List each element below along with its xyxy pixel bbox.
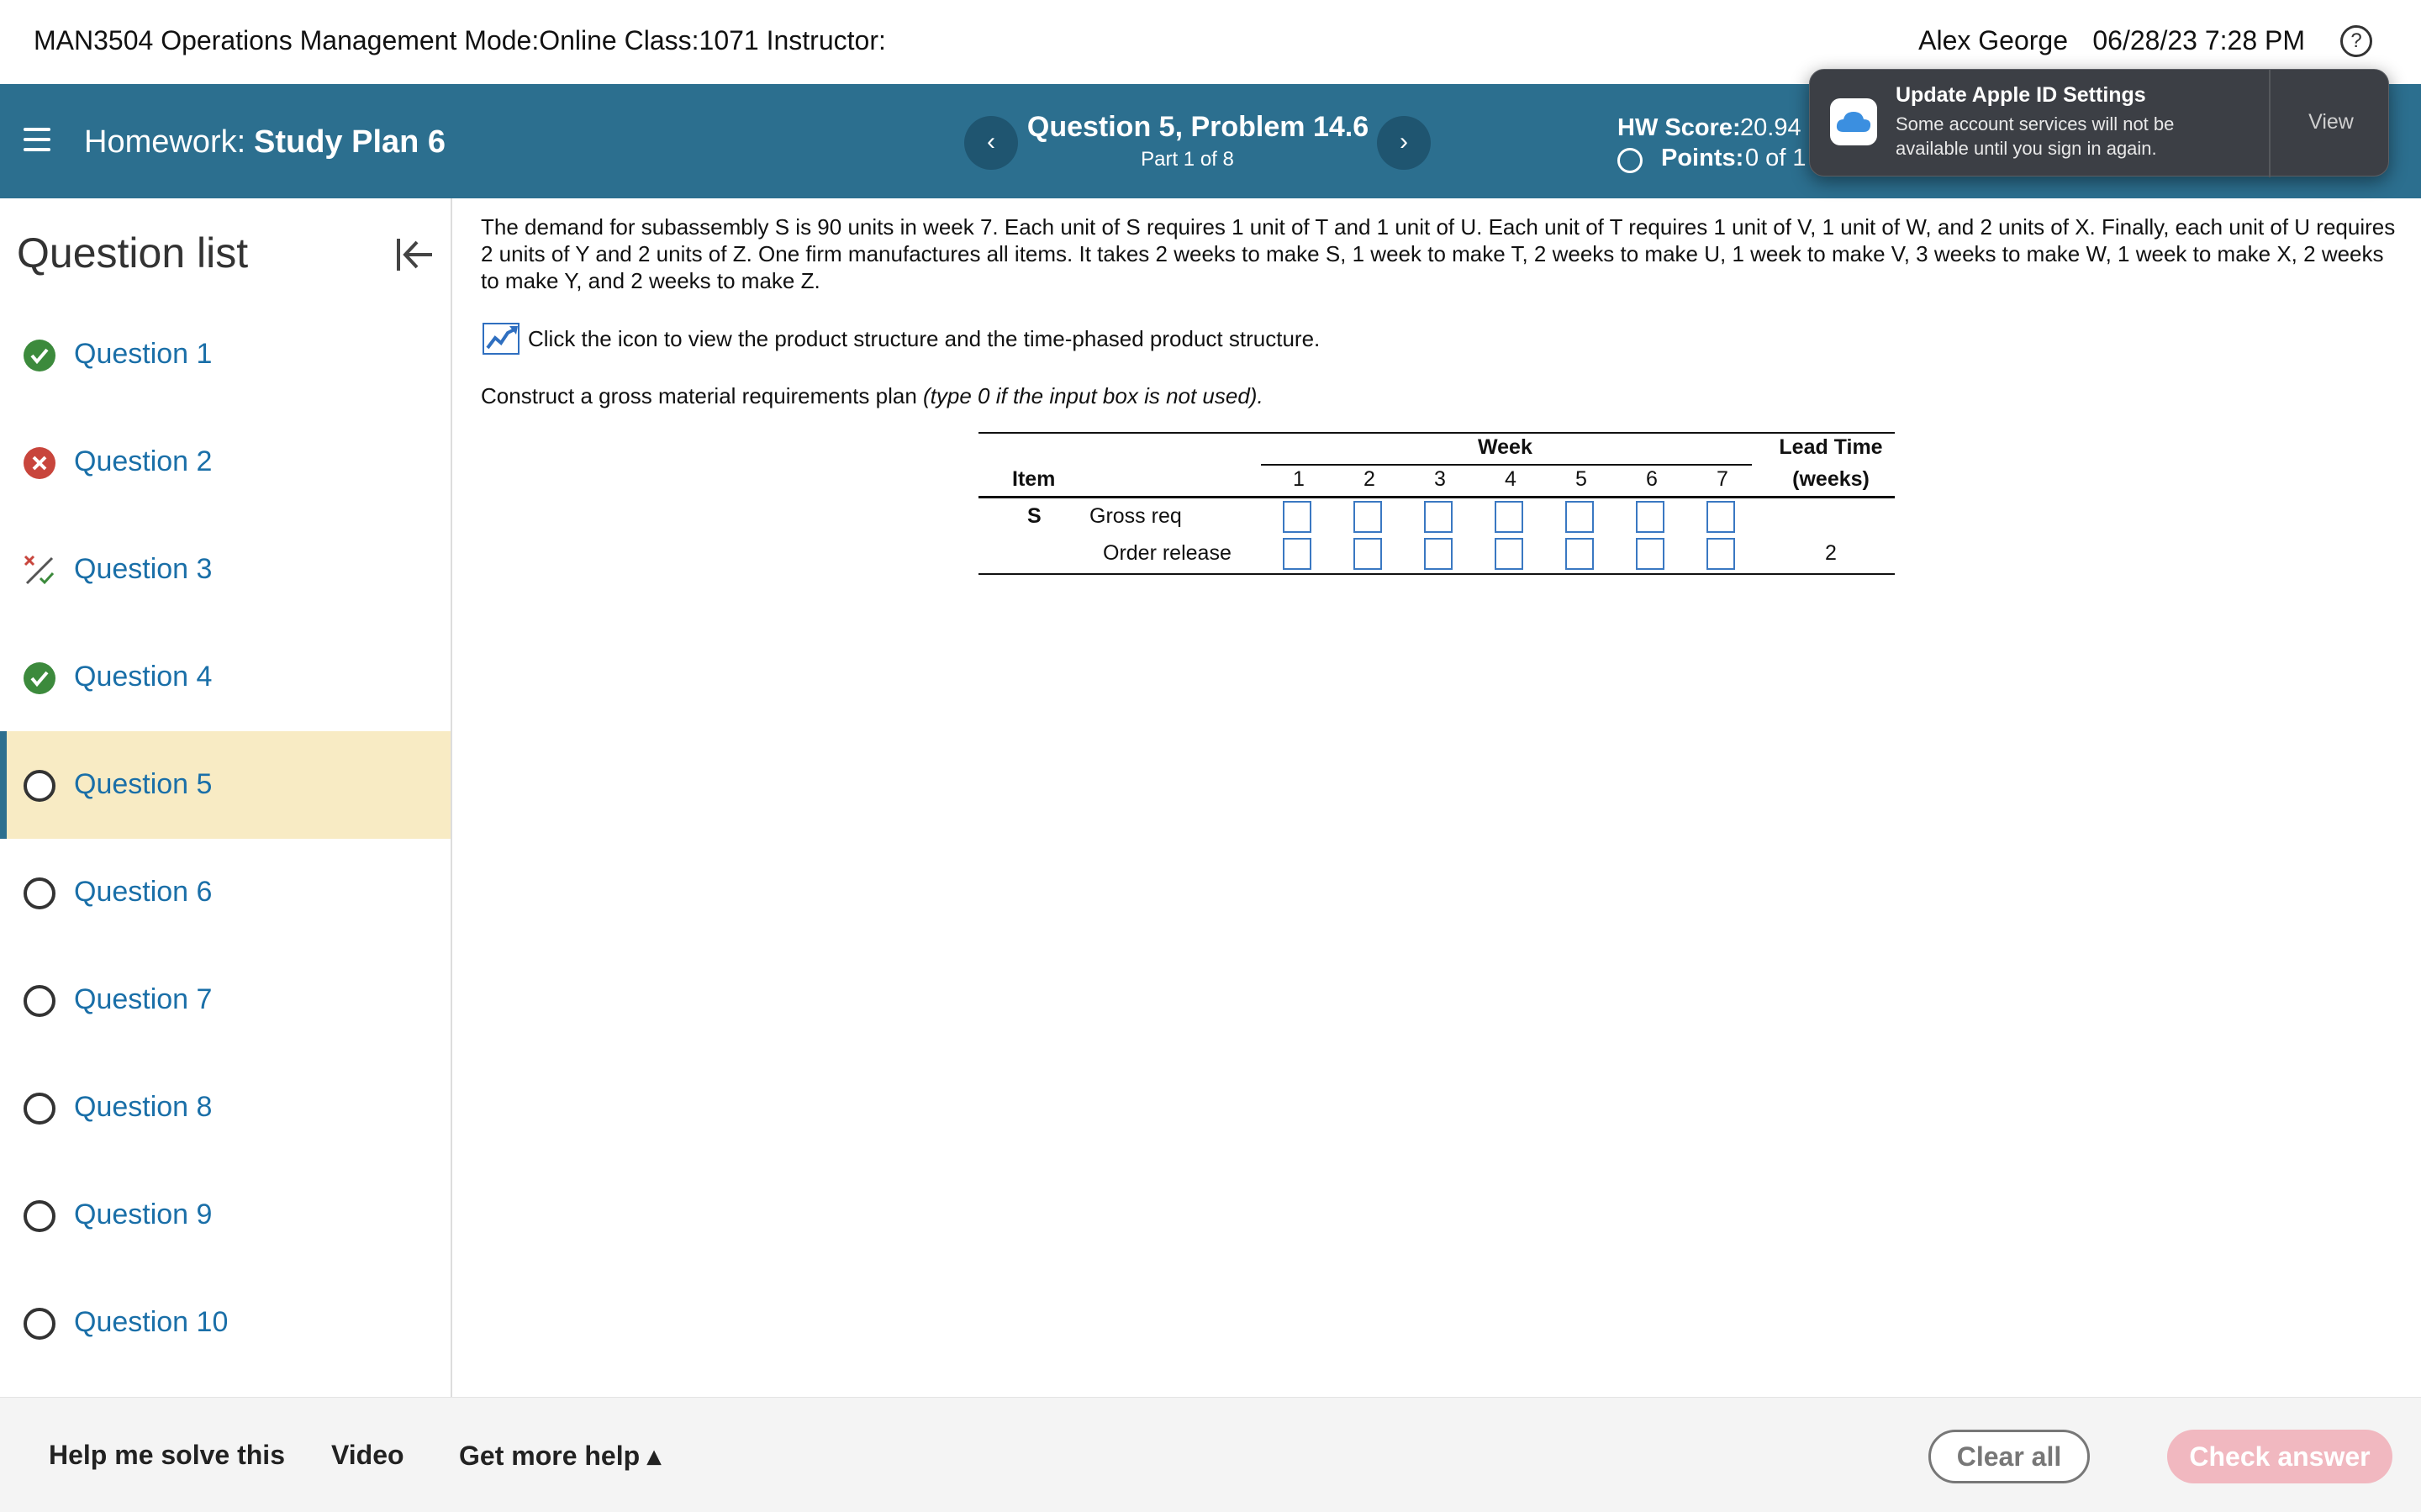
points-value: 0 of 1 — [1745, 145, 1807, 171]
week-number: 4 — [1505, 467, 1516, 491]
question-label: Question 5 — [74, 768, 213, 800]
week-number: 2 — [1363, 467, 1375, 491]
order-release-week-7-input[interactable] — [1706, 538, 1735, 570]
week-number: 3 — [1434, 467, 1446, 491]
lead-time-value: 2 — [1825, 541, 1837, 565]
order-release-week-3-input[interactable] — [1424, 538, 1453, 570]
collapse-sidebar-icon[interactable] — [393, 234, 435, 276]
question-label: Question 9 — [74, 1199, 213, 1230]
question-item-10[interactable] — [0, 1269, 451, 1377]
incorrect-x-icon — [24, 447, 55, 479]
homework-prefix: Homework: — [84, 124, 246, 160]
lead-time-weeks-header: (weeks) — [1792, 467, 1870, 491]
order-release-week-6-input[interactable] — [1636, 538, 1664, 570]
order-release-week-2-input[interactable] — [1353, 538, 1382, 570]
order-release-label: Order release — [1103, 541, 1232, 565]
gross-req-week-1-input[interactable] — [1283, 501, 1311, 533]
notification-body: Some account services will not be available until you sign in again. — [1896, 113, 2175, 159]
question-label: Question 6 — [74, 876, 213, 908]
question-item-1[interactable] — [0, 301, 451, 408]
hw-score-value: 20.94 — [1740, 114, 1801, 141]
question-item-8[interactable] — [0, 1054, 451, 1162]
next-question-button[interactable]: › — [1377, 116, 1431, 170]
problem-statement: The demand for subassembly S is 90 units in week 7. Each unit of S requires 1 unit of T and 1 unit of U. Each unit of T requires 1 unit of V, 1 unit of W, and 2 units of X. Finally, each unit of U requires 2 units of Y and 2 units of Z. One firm manufactures all items. It takes 2 weeks to make S, 1 week to make T, 2 weeks to make U, 1 week to make V, 3 weeks to make W, 1 week to make X, 2 weeks to make Y, and 2 weeks to make Z. — [481, 214, 2396, 293]
notification-divider — [2269, 70, 2271, 177]
question-list-title: Question list — [17, 229, 249, 277]
datetime: 06/28/23 7:28 PM — [2092, 25, 2305, 55]
gross-req-week-3-input[interactable] — [1424, 501, 1453, 533]
open-circle-icon — [24, 985, 55, 1017]
question-title: Question 5, Problem 14.6 — [1026, 111, 1369, 143]
gross-req-week-7-input[interactable] — [1706, 501, 1735, 533]
help-icon[interactable]: ? — [2340, 25, 2372, 57]
bottom-action-bar — [0, 1397, 2421, 1512]
product-structure-link-text: Click the icon to view the product structure and the time-phased product structure. — [528, 326, 1321, 351]
order-release-week-1-input[interactable] — [1283, 538, 1311, 570]
video-button[interactable]: Video — [331, 1440, 404, 1470]
notification-title: Update Apple ID Settings — [1896, 83, 2146, 107]
correct-check-icon — [24, 340, 55, 371]
gross-req-label: Gross req — [1089, 504, 1182, 528]
question-content — [454, 198, 2421, 1397]
table-bottom-rule — [978, 573, 1895, 575]
gross-req-week-5-input[interactable] — [1565, 501, 1594, 533]
item-header: Item — [1012, 467, 1056, 491]
question-label: Question 7 — [74, 983, 213, 1015]
question-label: Question 4 — [74, 661, 213, 693]
construct-hint: (type 0 if the input box is not used). — [923, 383, 1263, 408]
menu-icon[interactable] — [24, 128, 50, 151]
week-number: 5 — [1575, 467, 1587, 491]
item-s: S — [1027, 504, 1042, 528]
previous-question-button[interactable]: ‹ — [964, 116, 1018, 170]
construct-text: Construct a gross material requirements plan — [481, 383, 917, 408]
question-item-7[interactable] — [0, 946, 451, 1054]
question-label: Question 1 — [74, 338, 213, 370]
course-title: MAN3504 Operations Management Mode:Online Class:1071 Instructor: — [34, 25, 886, 55]
week-underline — [1261, 464, 1752, 466]
question-item-5[interactable] — [0, 731, 451, 839]
points-label: Points: — [1661, 145, 1744, 171]
mrp-table — [978, 432, 1895, 577]
open-circle-icon — [24, 1200, 55, 1232]
check-answer-button[interactable]: Check answer — [2167, 1430, 2392, 1483]
gross-req-week-6-input[interactable] — [1636, 501, 1664, 533]
question-item-2[interactable] — [0, 408, 451, 516]
week-number: 7 — [1717, 467, 1728, 491]
open-circle-icon — [24, 770, 55, 802]
open-circle-icon — [24, 877, 55, 909]
question-label: Question 3 — [74, 553, 213, 585]
clear-all-button[interactable]: Clear all — [1928, 1430, 2090, 1483]
gross-req-week-4-input[interactable] — [1495, 501, 1523, 533]
chart-icon[interactable] — [483, 323, 520, 355]
help-me-solve-button[interactable]: Help me solve this — [49, 1440, 285, 1470]
question-item-4[interactable] — [0, 624, 451, 731]
get-more-help-button[interactable]: Get more help ▴ — [459, 1441, 662, 1471]
question-label: Question 8 — [74, 1091, 213, 1123]
order-release-week-4-input[interactable] — [1495, 538, 1523, 570]
order-release-week-5-input[interactable] — [1565, 538, 1594, 570]
apple-id-notification[interactable] — [1809, 69, 2389, 176]
notification-view-button[interactable]: View — [2308, 110, 2354, 134]
question-list-sidebar — [0, 198, 452, 1397]
lead-time-header: Lead Time — [1779, 435, 1883, 459]
header-rule — [978, 496, 1895, 498]
open-circle-icon — [24, 1308, 55, 1340]
hw-score-label: HW Score: — [1617, 114, 1741, 141]
week-header: Week — [1478, 435, 1532, 459]
question-item-6[interactable] — [0, 839, 451, 946]
correct-check-icon — [24, 662, 55, 694]
question-label: Question 2 — [74, 445, 213, 477]
user-name: Alex George — [1918, 25, 2068, 55]
week-number: 6 — [1646, 467, 1658, 491]
gross-req-week-2-input[interactable] — [1353, 501, 1382, 533]
icloud-icon — [1830, 98, 1877, 145]
question-part: Part 1 of 8 — [1141, 148, 1234, 171]
question-label: Question 10 — [74, 1306, 229, 1338]
homework-name: Study Plan 6 — [254, 124, 446, 160]
partial-credit-icon — [24, 555, 55, 587]
construct-instruction — [481, 383, 1263, 409]
question-item-3[interactable] — [0, 516, 451, 624]
question-item-9[interactable] — [0, 1162, 451, 1269]
open-circle-icon — [24, 1093, 55, 1125]
points-circle-icon — [1617, 148, 1643, 173]
week-number: 1 — [1293, 467, 1305, 491]
table-top-rule — [978, 432, 1895, 434]
